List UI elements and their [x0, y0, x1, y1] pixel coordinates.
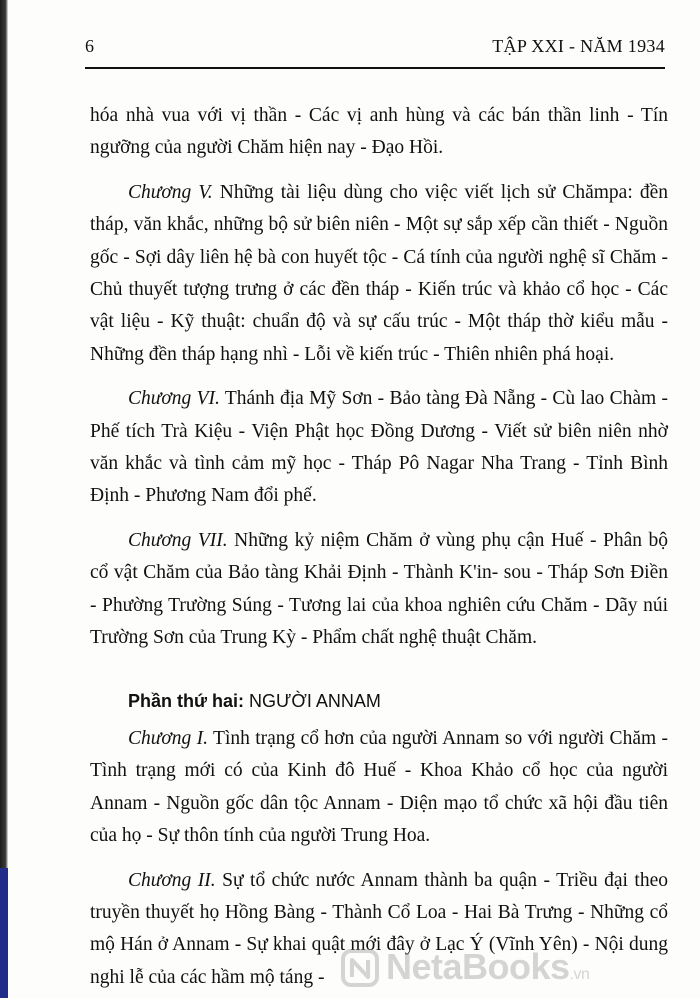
paragraph-chapter-i: [90, 723, 668, 853]
paragraph-continuation: [90, 100, 668, 165]
chapter-label: Chương VII.: [128, 529, 228, 551]
paragraph-text: Thánh địa Mỹ Sơn - Bảo tàng Đà Nẵng - Cù lao Chàm - Phế tích Trà Kiệu - Viện Phật học Đồng Dương - Viết sử biên niên nhờ văn khắc và tình cảm mỹ học - Tháp Pô Nagar Nha Trang - Tỉnh Bình Định - Phương Nam đổi phế.: [90, 388, 668, 507]
watermark-suffix: .vn: [569, 966, 590, 983]
chapter-label: Chương VI.: [128, 388, 220, 410]
part-title: NGƯỜI ANNAM: [244, 690, 381, 711]
paragraph-text: Những kỷ niệm Chăm ở vùng phụ cận Huế - Phân bộ cổ vật Chăm của Bảo tàng Khải Định - Thành K'in- sou - Tháp Sơn Điền - Phường Trường Súng - Tương lai của khoa nghiên cứu Chăm - Dãy núi Trường Sơn của Trung Kỳ - Phẩm chất nghệ thuật Chăm.: [90, 529, 669, 649]
part-label: Phần thứ hai:: [128, 690, 245, 711]
page-edge-shadow: [0, 0, 8, 998]
cover-edge: [0, 868, 8, 998]
paragraph-text: hóa nhà vua với vị thần - Các vị anh hùng và các bán thần linh - Tín ngưỡng của người Chăm hiện nay - Đạo Hồi.: [90, 105, 668, 159]
watermark-text: [386, 946, 589, 988]
netabooks-logo-icon: [340, 948, 380, 988]
page-number: 6: [85, 36, 94, 56]
paragraph-text: Những tài liệu dùng cho việc viết lịch sử Chămpa: đền tháp, văn khắc, những bộ sử biên niên - Một sự sắp xếp cần thiết - Nguồn gốc - Sợi dây liên hệ bà con huyết tộc - Cá tính của người nghệ sĩ Chăm - Chủ thuyết tượng trưng ở các đền tháp - Kiến trúc và khảo cổ học - Các vật liệu - Kỹ thuật: chuẩn độ và sự cấu trúc - Một tháp thờ kiểu mẫu - Những đền tháp hạng nhì - Lỗi về kiến trúc - Thiên nhiên phá hoại.: [90, 181, 668, 365]
chapter-label: Chương V.: [128, 181, 213, 203]
netabooks-watermark: [340, 946, 690, 992]
body-text: [90, 100, 668, 1006]
watermark-brand: NetaBooks: [386, 946, 570, 987]
header-rule: [85, 67, 665, 69]
paragraph-chapter-vi: [90, 383, 668, 513]
page-header: [85, 36, 665, 68]
part-heading: [128, 685, 668, 717]
chapter-label: Chương I.: [128, 727, 209, 749]
paragraph-chapter-vii: [90, 525, 668, 655]
paragraph-text: Sự tổ chức nước Annam thành ba quận - Triều đại theo truyền thuyết họ Hồng Bàng - Thành Cổ Loa - Hai Bà Trưng - Những cổ mộ Hán ở Annam - Sự khai quật mới đây ở Lạc Ý (Vĩnh Yên) - Nội dung nghi lễ của các hầm mộ táng -: [90, 869, 668, 988]
paragraph-text: Tình trạng cổ hơn của người Annam so với người Chăm - Tình trạng mới có của Kinh đô Huế - Khoa Khảo cổ học của người Annam - Nguồn gốc dân tộc Annam - Diện mạo tổ chức xã hội đầu tiên của họ - Sự thôn tính của người Trung Hoa.: [90, 727, 668, 847]
paragraph-chapter-v: [90, 177, 668, 371]
running-head: TẬP XXI - NĂM 1934: [492, 36, 665, 56]
chapter-label: Chương II.: [128, 869, 216, 891]
